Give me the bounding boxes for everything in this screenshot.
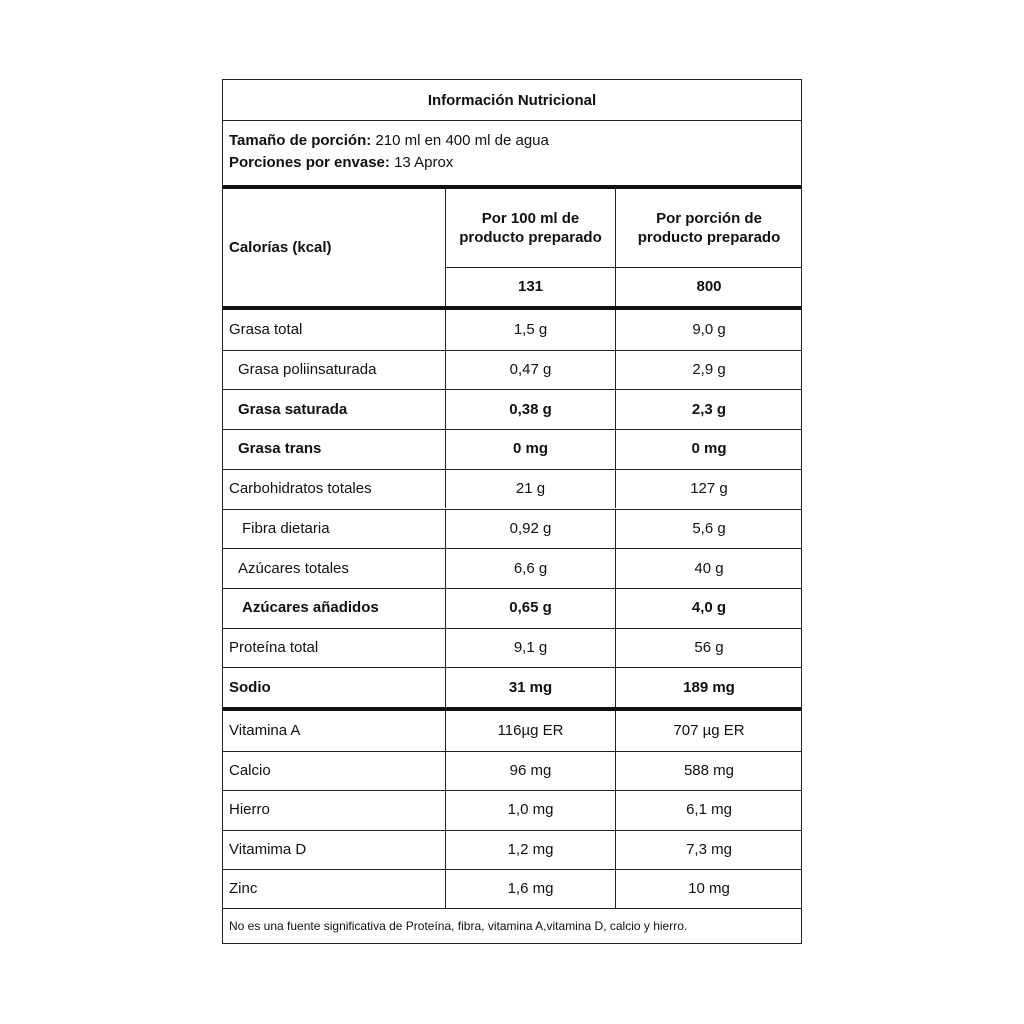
vitamin-name: Hierro xyxy=(229,801,270,819)
column-header-per-serving: Por porción de producto preparado xyxy=(615,189,802,267)
nutrient-name: Carbohidratos totales xyxy=(229,480,372,498)
nutrient-value-per-100ml: 0,92 g xyxy=(445,509,615,549)
serving-size xyxy=(229,130,801,152)
calories-per-serving: 800 xyxy=(615,267,802,306)
nutrient-value-per-100ml: 1,5 g xyxy=(445,310,615,350)
nutrient-value-per-serving: 2,9 g xyxy=(615,350,802,390)
vitamin-value-per-serving: 10 mg xyxy=(615,869,802,909)
nutrient-name: Azúcares añadidos xyxy=(242,599,379,617)
vitamin-name: Vitamima D xyxy=(229,840,307,858)
nutrient-name: Proteína total xyxy=(229,638,319,656)
serving-info xyxy=(223,121,801,187)
nutrient-name: Grasa saturada xyxy=(238,400,348,418)
calories-per-100ml: 131 xyxy=(445,267,615,306)
vitamin-value-per-100ml: 1,0 mg xyxy=(445,790,615,830)
nutrient-value-per-100ml: 6,6 g xyxy=(445,548,615,588)
calories-label: Calorías (kcal) xyxy=(229,239,332,256)
vitamin-value-per-serving: 707 µg ER xyxy=(615,711,802,751)
vitamin-value-per-100ml: 1,6 mg xyxy=(445,869,615,909)
nutrient-name: Grasa total xyxy=(229,321,303,339)
nutrient-value-per-serving: 2,3 g xyxy=(615,389,802,429)
nutrient-name: Grasa poliinsaturada xyxy=(238,361,377,379)
footnote: No es una fuente significativa de Proteína, fibra, vitamina A,vitamina D, calcio y hierro. xyxy=(229,919,688,933)
nutrient-value-per-100ml: 0,65 g xyxy=(445,588,615,628)
nutrient-value-per-serving: 189 mg xyxy=(615,667,802,707)
serving-size-value: 210 ml en 400 ml de agua xyxy=(371,132,549,149)
vitamin-value-per-100ml: 96 mg xyxy=(445,751,615,791)
nutrient-value-per-100ml: 0 mg xyxy=(445,429,615,469)
servings-value: 13 Aprox xyxy=(389,154,454,171)
column-header-per-100ml: Por 100 ml de producto preparado xyxy=(445,189,615,267)
nutrient-value-per-serving: 5,6 g xyxy=(615,509,802,549)
nutrient-value-per-100ml: 0,38 g xyxy=(445,389,615,429)
vitamin-value-per-100ml: 116µg ER xyxy=(445,711,615,751)
serving-size-label: Tamaño de porción: xyxy=(229,132,372,149)
nutrient-value-per-100ml: 9,1 g xyxy=(445,628,615,668)
servings-label: Porciones por envase: xyxy=(229,154,390,171)
nutrient-value-per-serving: 4,0 g xyxy=(615,588,802,628)
vitamin-value-per-serving: 7,3 mg xyxy=(615,830,802,870)
nutrient-value-per-serving: 0 mg xyxy=(615,429,802,469)
nutrient-value-per-serving: 127 g xyxy=(615,469,802,509)
nutrient-name: Fibra dietaria xyxy=(242,519,330,537)
nutrient-value-per-100ml: 21 g xyxy=(445,469,615,509)
nutrient-value-per-100ml: 0,47 g xyxy=(445,350,615,390)
label-title: Información Nutricional xyxy=(223,80,801,121)
nutrient-value-per-serving: 40 g xyxy=(615,548,802,588)
vitamin-value-per-serving: 588 mg xyxy=(615,751,802,791)
nutrient-name: Grasa trans xyxy=(238,440,322,458)
vitamin-name: Zinc xyxy=(229,880,258,898)
nutrient-value-per-100ml: 31 mg xyxy=(445,667,615,707)
vitamin-name: Vitamina A xyxy=(229,722,301,740)
nutrition-facts-label xyxy=(222,79,802,944)
vitamin-value-per-100ml: 1,2 mg xyxy=(445,830,615,870)
nutrient-value-per-serving: 56 g xyxy=(615,628,802,668)
vitamin-value-per-serving: 6,1 mg xyxy=(615,790,802,830)
nutrient-name: Azúcares totales xyxy=(238,559,349,577)
servings-per-container xyxy=(229,152,801,174)
nutrient-name: Sodio xyxy=(229,678,271,696)
vitamin-name: Calcio xyxy=(229,761,271,779)
nutrient-value-per-serving: 9,0 g xyxy=(615,310,802,350)
